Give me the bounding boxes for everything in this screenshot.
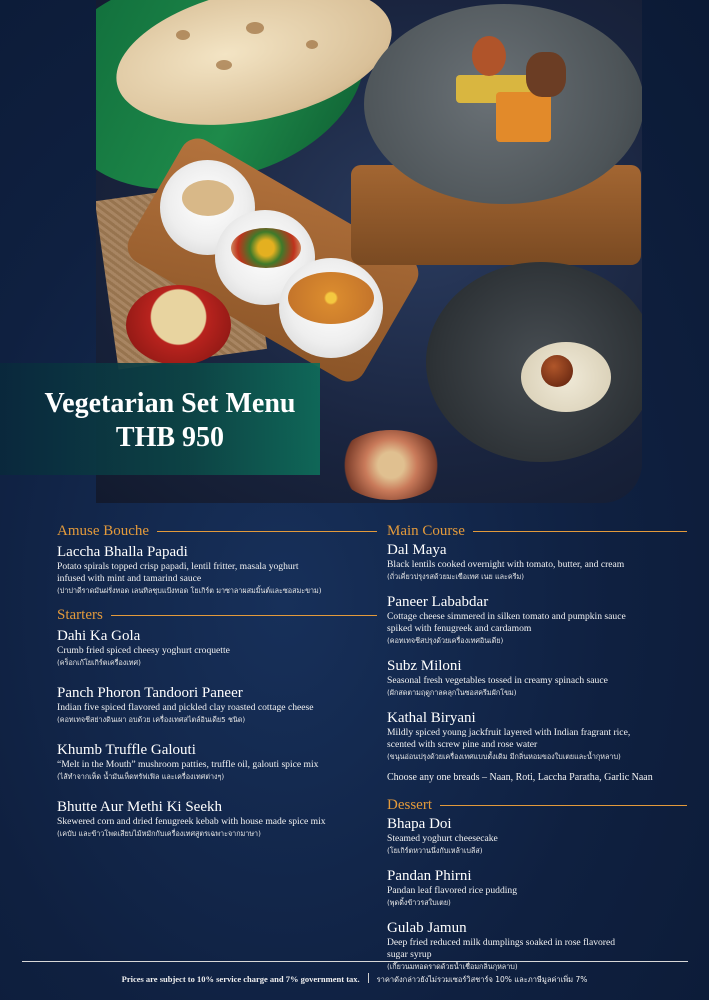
dish-name: Gulab Jamun bbox=[387, 920, 467, 936]
dish-name: Dal Maya bbox=[387, 542, 447, 558]
dish-item bbox=[387, 919, 687, 972]
dal-curry bbox=[288, 272, 374, 324]
dish-description: Crumb fried spiced cheesy yoghurt croquette bbox=[57, 645, 230, 656]
naan-char-spot bbox=[306, 40, 318, 49]
dish-item bbox=[57, 627, 377, 668]
dish-description: Skewered corn and dried fenugreek kebab with house made spice mix bbox=[57, 816, 326, 827]
dish-description: Black lentils cooked overnight with tomato, butter, and cream bbox=[387, 559, 625, 570]
section-heading-main bbox=[387, 521, 687, 541]
heading-rule bbox=[157, 531, 377, 532]
naan-char-spot bbox=[176, 30, 190, 40]
dish-description: Pandan leaf flavored rice pudding bbox=[387, 885, 517, 896]
dish-item bbox=[57, 741, 377, 782]
dish-thai-description: (ผักสดตามฤดูกาลคลุกในซอสครีมผักโขม) bbox=[387, 688, 517, 697]
footer-separator bbox=[368, 973, 369, 983]
dish-name: Paneer Lababdar bbox=[387, 594, 489, 610]
croquette bbox=[182, 180, 234, 216]
dish-thai-description: (ปาปาดีราดมันฝรั่งทอด เลนทิลชุบแป้งทอด โยเกิร์ต มาซาลาผสมมิ้นต์และซอสมะขาม) bbox=[57, 586, 322, 595]
dish-thai-description: (คอทเทจชีสปรุงด้วยเครื่องเทศอินเดีย) bbox=[387, 636, 504, 645]
dish-item bbox=[57, 684, 377, 725]
dish-description: Deep fried reduced milk dumplings soaked in rose flavored bbox=[387, 937, 616, 948]
menu-price: THB 950 bbox=[115, 422, 225, 453]
dish-thai-description: (พุดดิ้งข้าวรสใบเตย) bbox=[387, 898, 451, 907]
naan-char-spot bbox=[216, 60, 232, 70]
heading-rule bbox=[473, 531, 687, 532]
kebab-piece bbox=[526, 52, 566, 97]
dish-description: Cottage cheese simmered in silken tomato and pumpkin sauce bbox=[387, 611, 626, 622]
heading-rule bbox=[111, 615, 377, 616]
dish-thai-description: (ไส้ทำจากเห็ด น้ำมันเห็ดทรัฟเฟิล และเครื่องเทศต่างๆ) bbox=[57, 772, 225, 781]
footer-divider bbox=[22, 961, 688, 962]
paneer-cube bbox=[496, 92, 551, 142]
dish-description: spiked with fenugreek and cardamom bbox=[387, 623, 532, 634]
footer-thai: ราคาดังกล่าวยังไม่รวมเซอร์วิสชาร์จ 10% และภาษีมูลค่าเพิ่ม 7% bbox=[376, 975, 588, 984]
footer-english: Prices are subject to 10% service charge and 7% government tax. bbox=[121, 974, 360, 984]
heading-rule bbox=[440, 805, 687, 806]
dish-description: Seasonal fresh vegetables tossed in creamy spinach sauce bbox=[387, 675, 608, 686]
dish-thai-description: (โยเกิร์ตหวานนึ่งกับเหล้าเบลีส) bbox=[387, 846, 483, 855]
dish-item bbox=[387, 709, 687, 762]
dish-name: Khumb Truffle Galouti bbox=[57, 742, 196, 758]
dish-thai-description: (เคบับ และข้าวโพดเสียบไม้หมักกับเครื่องเทศสูตรเฉพาะจากมาษา) bbox=[57, 829, 261, 838]
gulab-jamun bbox=[541, 355, 573, 387]
section-title: Dessert bbox=[387, 796, 432, 813]
menu-title bbox=[0, 387, 340, 455]
section-heading-starters bbox=[57, 605, 377, 625]
dish-thai-description: (ขนุนอ่อนปรุงด้วยเครื่องเทศแบบดั้งเดิม มีกลิ่นหอมของใบเตยและน้ำกุหลาบ) bbox=[387, 752, 621, 761]
bread-choice-note: Choose any one breads – Naan, Roti, Laccha Paratha, Garlic Naan bbox=[387, 772, 653, 783]
menu-left-column bbox=[57, 521, 377, 839]
dish-thai-description: (เกี๊ยวนมทอดราดด้วยน้ำเชื่อมกลิ่นกุหลาบ) bbox=[387, 962, 518, 971]
dish-name: Laccha Bhalla Papadi bbox=[57, 544, 188, 560]
phirni-glass bbox=[336, 430, 446, 500]
dish-item bbox=[387, 815, 687, 856]
dish-item bbox=[57, 543, 377, 596]
dish-description: Steamed yoghurt cheesecake bbox=[387, 833, 498, 844]
dish-thai-description: (ถั่วเคี่ยวปรุงรสด้วยมะเขือเทศ เนย และครีม) bbox=[387, 572, 525, 581]
footer-note bbox=[0, 973, 709, 986]
dish-thai-description: (คร็อกเก้โยเกิร์ตเครื่องเทศ) bbox=[57, 658, 141, 667]
galouti-piece bbox=[472, 36, 506, 76]
dish-description: Indian five spiced flavored and pickled clay roasted cottage cheese bbox=[57, 702, 314, 713]
dish-description: infused with mint and tamarind sauce bbox=[57, 573, 202, 584]
dish-name: Subz Miloni bbox=[387, 658, 462, 674]
dish-name: Pandan Phirni bbox=[387, 868, 472, 884]
vegetable-mix bbox=[231, 228, 301, 268]
section-heading-dessert bbox=[387, 795, 687, 815]
dish-name: Dahi Ka Gola bbox=[57, 628, 141, 644]
dish-item bbox=[387, 541, 687, 582]
menu-right-column bbox=[387, 521, 687, 972]
dish-name: Panch Phoron Tandoori Paneer bbox=[57, 685, 243, 701]
dish-item bbox=[387, 657, 687, 698]
dish-name: Bhapa Doi bbox=[387, 816, 452, 832]
dish-item bbox=[387, 867, 687, 908]
section-title: Starters bbox=[57, 606, 103, 623]
dish-thai-description: (คอทเทจชีสย่างดินเผา อบด้วย เครื่องเทศสไตล์อินเดีย5 ชนิด) bbox=[57, 715, 246, 724]
section-title: Main Course bbox=[387, 522, 465, 539]
biryani-pot bbox=[126, 285, 231, 365]
dish-description: scented with screw pine and rose water bbox=[387, 739, 538, 750]
dish-description: “Melt in the Mouth” mushroom patties, truffle oil, galouti spice mix bbox=[57, 759, 319, 770]
menu-title-name: Vegetarian Set Menu bbox=[44, 388, 296, 419]
naan-char-spot bbox=[246, 22, 264, 34]
dish-item bbox=[57, 798, 377, 839]
dish-item bbox=[387, 593, 687, 646]
section-heading-amuse bbox=[57, 521, 377, 541]
dish-description: Potato spirals topped crisp papadi, lentil fritter, masala yoghurt bbox=[57, 561, 299, 572]
dish-description: sugar syrup bbox=[387, 949, 432, 960]
dish-description: Mildly spiced young jackfruit layered with Indian fragrant rice, bbox=[387, 727, 631, 738]
dish-name: Bhutte Aur Methi Ki Seekh bbox=[57, 799, 222, 815]
dish-name: Kathal Biryani bbox=[387, 710, 476, 726]
section-title: Amuse Bouche bbox=[57, 522, 150, 539]
